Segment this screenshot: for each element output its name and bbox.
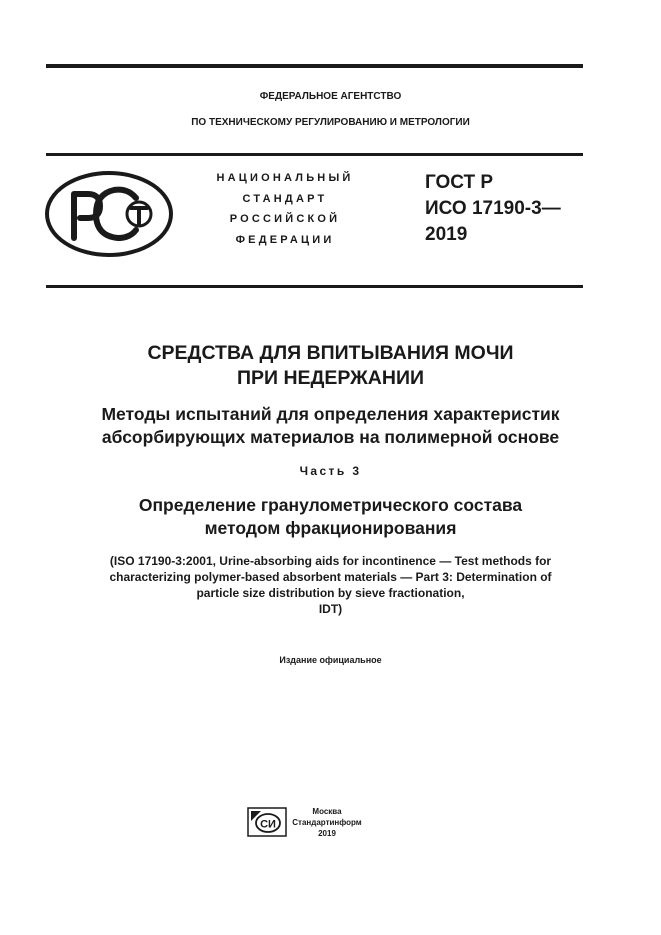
part-title-line-1: Определение гранулометрического состава [138,495,523,515]
agency-line-1: ФЕДЕРАЛЬНОЕ АГЕНТСТВО [259,91,402,102]
national-standard-line-2: СТАНДАРТ [242,193,328,205]
subtitle-line-1: Методы испытаний для определения характеристик [101,404,560,424]
iso-reference-line-2: characterizing polymer-based absorbent materials — Part 3: Determination of [109,570,552,584]
national-standard-line-4: ФЕДЕРАЦИИ [235,234,335,246]
part-title-line-2: методом фракционирования [204,518,457,538]
standartinform-logo-icon [247,807,287,837]
agency-line-2: ПО ТЕХНИЧЕСКОМУ РЕГУЛИРОВАНИЮ И МЕТРОЛОГИИ [191,117,470,128]
title-line-1: СРЕДСТВА ДЛЯ ВПИТЫВАНИЯ МОЧИ [147,342,514,364]
standartinform-logo-text: СИ [260,818,276,831]
iso-reference-line-4: IDT) [318,602,343,616]
edition-label: Издание официальное [279,655,382,665]
part-label: Часть 3 [299,464,362,478]
designation-line-2: ИСО 17190-3— [425,198,561,219]
national-standard-line-1: НАЦИОНАЛЬНЫЙ [216,172,354,184]
rst-logo-icon [44,170,174,258]
subtitle-line-2: абсорбирующих материалов на полимерной основе [101,427,560,447]
title-line-2: ПРИ НЕДЕРЖАНИИ [236,367,424,389]
iso-reference-line-3: particle size distribution by sieve fractionation, [196,586,465,600]
publisher-year: 2019 [318,829,336,838]
designation-line-3: 2019 [425,224,468,245]
header-rule [46,153,583,156]
top-rule [46,64,583,68]
designation-line-1: ГОСТ Р [425,172,494,193]
publisher-city: Москва [312,807,342,816]
iso-reference-line-1: (ISO 17190-3:2001, Urine-absorbing aids for incontinence — Test methods for [109,554,552,568]
national-standard-line-3: РОССИЙСКОЙ [229,213,341,225]
publisher-name: Стандартинформ [292,818,362,827]
designation-rule [46,285,583,288]
